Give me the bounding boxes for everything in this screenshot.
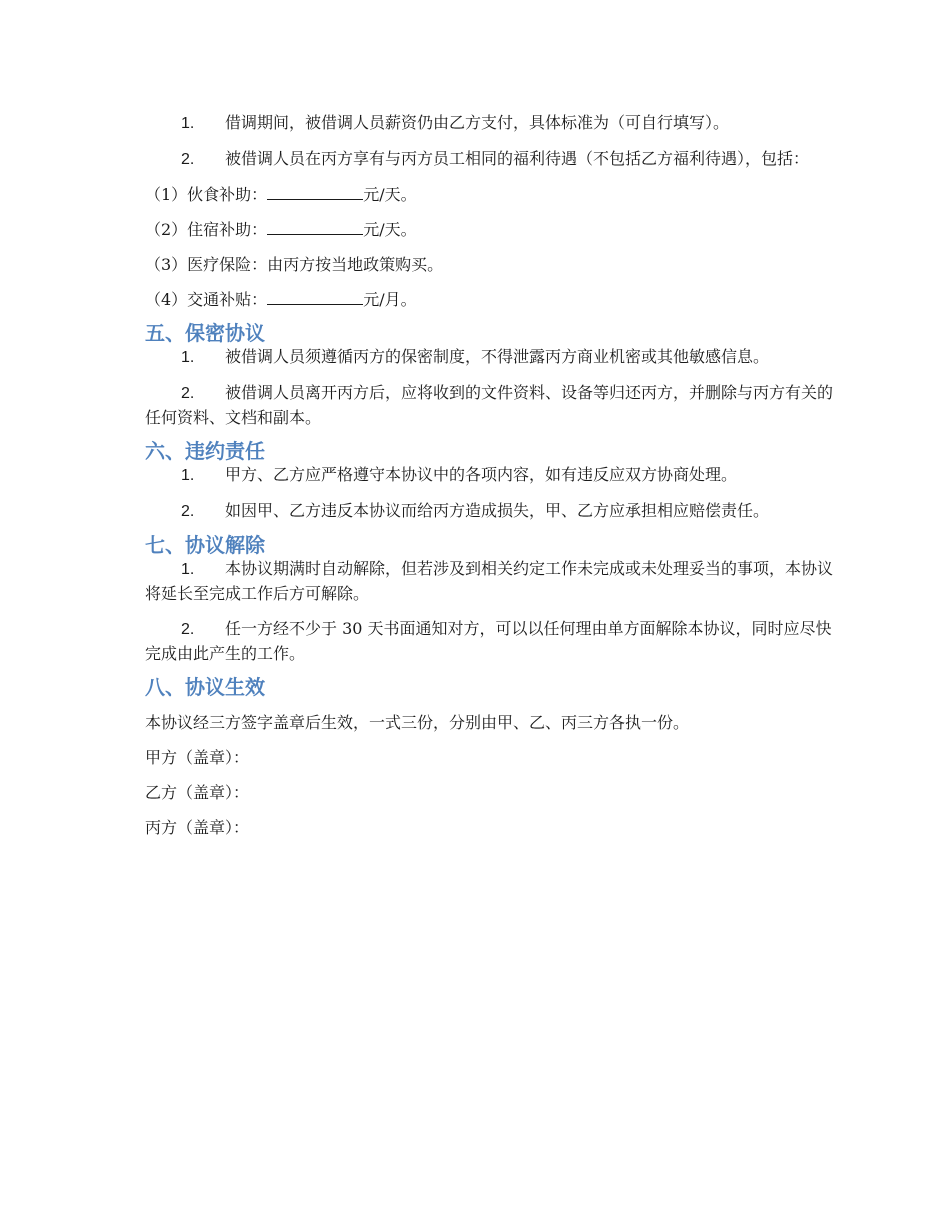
section-heading-effectiveness: 八、协议生效 (145, 675, 265, 699)
section-heading-confidentiality: 五、保密协议 (145, 321, 265, 345)
confidentiality-item-2: 2. 被借调人员离开丙方后，应将收到的文件资料、设备等归还丙方，并删除与丙方有关的任何资料、文档和副本。 (145, 383, 834, 427)
salary-item-1: 1. 借调期间，被借调人员薪资仍由乙方支付，具体标准为（可自行填写）。 (145, 111, 845, 136)
list-number: 2. (181, 151, 195, 168)
signature-party-a: 甲方（盖章）： (145, 748, 250, 767)
section-heading-liability: 六、违约责任 (145, 439, 265, 463)
liability-item-2: 2. 如因甲、乙方违反本协议而给丙方造成损失，甲、乙方应承担相应赔偿责任。 (145, 499, 845, 524)
transport-allowance: （4）交通补贴： 元/月。 (145, 290, 417, 309)
list-number: 1. (181, 115, 195, 132)
medical-insurance: （3）医疗保险：由丙方按当地政策购买。 (145, 255, 444, 274)
termination-item-2: 2. 任一方经不少于 30 天书面通知对方，可以以任何理由单方面解除本协议，同时应尽快完成由此产生的工作。 (145, 619, 832, 663)
section-heading-termination: 七、协议解除 (145, 533, 265, 557)
fill-blank (267, 289, 363, 305)
welfare-item-2: 2. 被借调人员在丙方享有与丙方员工相同的福利待遇（不包括乙方福利待遇），包括： (145, 147, 845, 172)
list-number: 2. (181, 503, 195, 520)
fill-blank (267, 184, 363, 200)
termination-item-1: 1. 本协议期满时自动解除，但若涉及到相关约定工作未完成或未处理妥当的事项，本协议将延长至完成工作后方可解除。 (145, 559, 834, 603)
list-number: 2. (181, 621, 195, 638)
list-number: 1. (181, 467, 195, 484)
meal-allowance: （1）伙食补助： 元/天。 (145, 185, 417, 204)
liability-item-1: 1. 甲方、乙方应严格遵守本协议中的各项内容，如有违反应双方协商处理。 (145, 463, 845, 488)
list-number: 2. (181, 385, 195, 402)
housing-allowance: （2）住宿补助： 元/天。 (145, 220, 417, 239)
fill-blank (267, 219, 363, 235)
effectiveness-body: 本协议经三方签字盖章后生效，一式三份，分别由甲、乙、丙三方各执一份。 (145, 713, 690, 732)
document-content (145, 111, 845, 851)
signature-party-c: 丙方（盖章）： (145, 818, 250, 837)
list-number: 1. (181, 349, 195, 366)
list-number: 1. (181, 561, 195, 578)
confidentiality-item-1: 1. 被借调人员须遵循丙方的保密制度，不得泄露丙方商业机密或其他敏感信息。 (145, 345, 845, 370)
signature-party-b: 乙方（盖章）： (145, 783, 250, 802)
